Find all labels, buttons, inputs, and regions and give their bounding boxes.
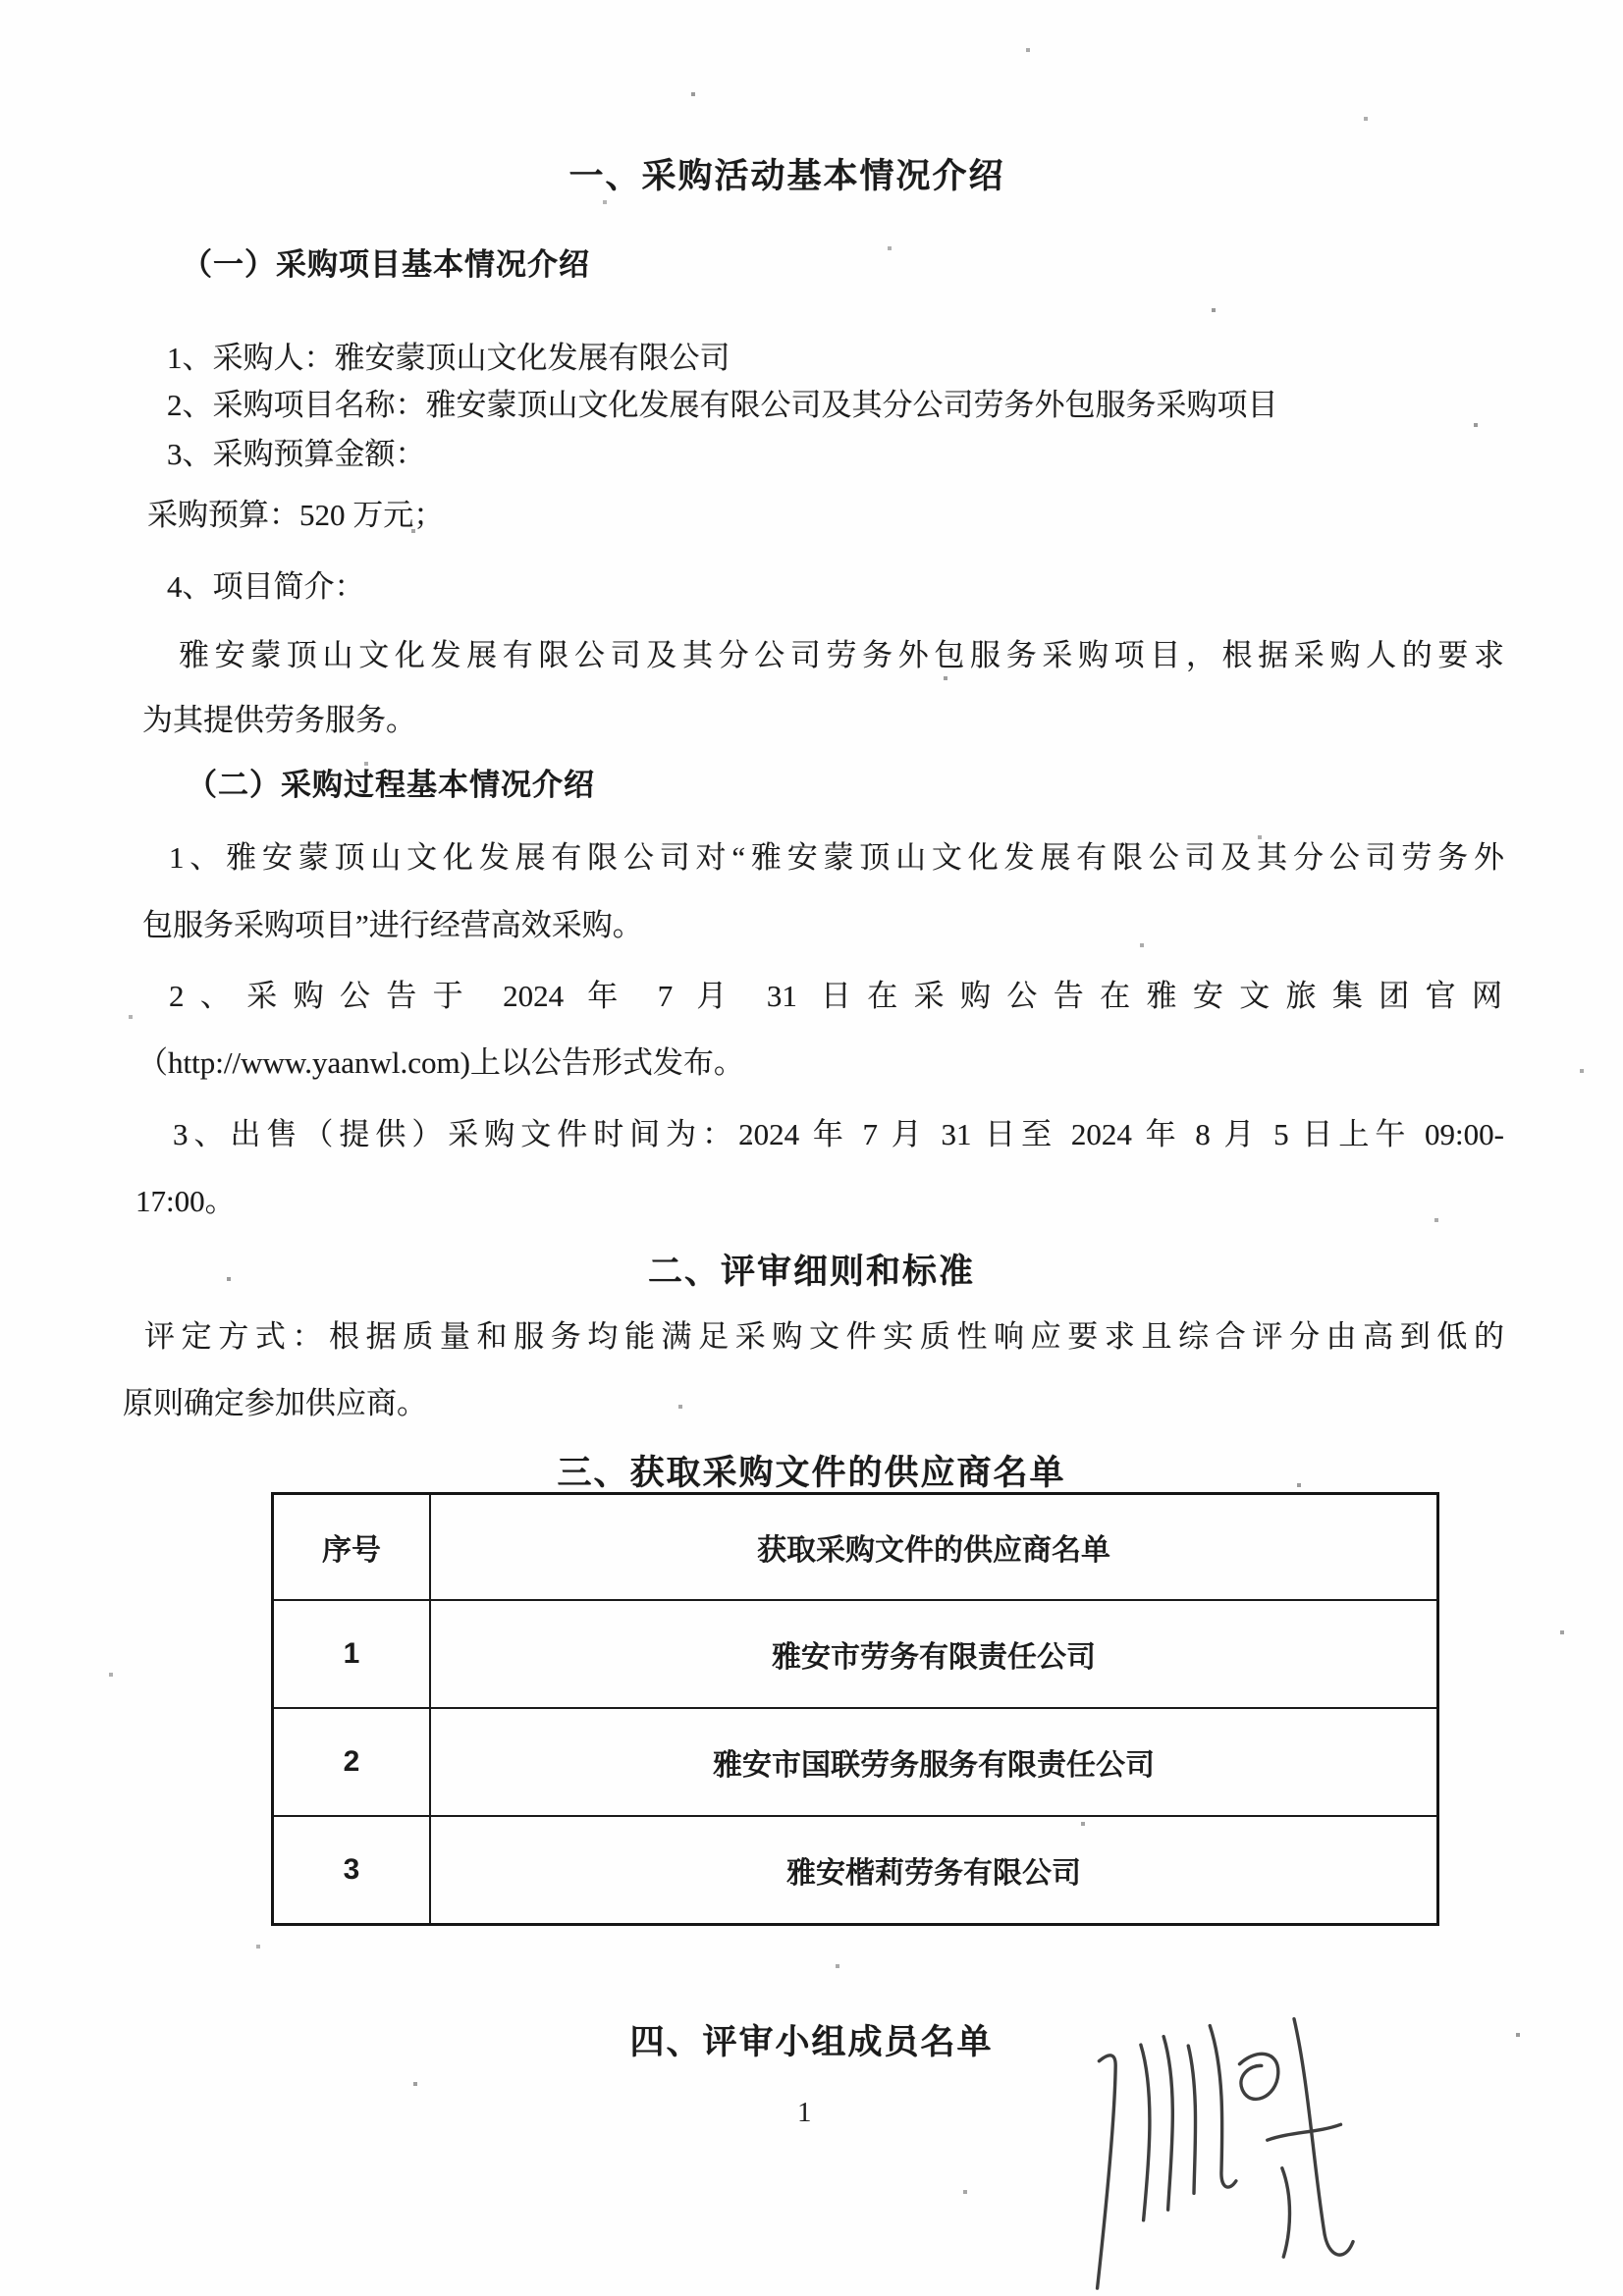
table-cell-supplier: 雅安市国联劳务服务有限责任公司: [430, 1708, 1438, 1816]
budget-value-line: 采购预算：520 万元；: [147, 498, 445, 532]
section3-heading: 三、获取采购文件的供应商名单: [557, 1454, 1066, 1492]
supplier-table: [271, 1492, 1439, 1926]
table-cell-supplier: 雅安楷莉劳务有限公司: [430, 1816, 1438, 1925]
section1-heading: 一、采购活动基本情况介绍: [568, 157, 1005, 195]
intro-paragraph-line1: 雅安蒙顶山文化发展有限公司及其分公司劳务外包服务采购项目，根据采购人的要求: [179, 638, 1504, 672]
section1-sub1-heading: （一）采购项目基本情况介绍: [182, 247, 590, 282]
table-row: [273, 1708, 1438, 1816]
process-item3-line2: 17:00。: [135, 1184, 236, 1218]
section4-heading: 四、评审小组成员名单: [629, 2023, 994, 2061]
intro-label-line: 4、项目简介：: [167, 569, 365, 604]
section1-sub2-heading: （二）采购过程基本情况介绍: [187, 768, 595, 802]
handwritten-signature-icon: [1060, 1983, 1384, 2296]
budget-label-line: 3、采购预算金额：: [167, 437, 426, 471]
process-item1-line1: 1、雅安蒙顶山文化发展有限公司对“雅安蒙顶山文化发展有限公司及其分公司劳务外: [169, 840, 1504, 875]
table-cell-number: 3: [273, 1816, 431, 1925]
section2-heading: 二、评审细则和标准: [647, 1253, 975, 1291]
table-cell-supplier: 雅安市劳务有限责任公司: [430, 1600, 1438, 1708]
table-header-number: 序号: [273, 1494, 431, 1601]
process-item3-line1: 3、出售（提供）采购文件时间为：2024 年 7 月 31 日至 2024 年 8 月 5 日上午 09:00-: [173, 1117, 1504, 1151]
scan-noise-speckles: [0, 0, 2, 2]
project-name-line: 2、采购项目名称：雅安蒙顶山文化发展有限公司及其分公司劳务外包服务采购项目: [167, 388, 1278, 422]
page-number: 1: [797, 2097, 812, 2128]
evaluation-method-line1: 评定方式：根据质量和服务均能满足采购文件实质性响应要求且综合评分由高到低的: [144, 1319, 1504, 1354]
table-header-supplier: 获取采购文件的供应商名单: [430, 1494, 1438, 1601]
table-row: [273, 1600, 1438, 1708]
table-cell-number: 2: [273, 1708, 431, 1816]
table-row: [273, 1816, 1438, 1925]
process-item1-line2: 包服务采购项目”进行经营高效采购。: [142, 908, 643, 942]
process-item2-line2: （http://www.yaanwl.com)上以公告形式发布。: [137, 1045, 744, 1080]
evaluation-method-line2: 原则确定参加供应商。: [123, 1386, 427, 1420]
table-cell-number: 1: [273, 1600, 431, 1708]
intro-paragraph-line2: 为其提供劳务服务。: [142, 703, 416, 737]
buyer-line: 1、采购人：雅安蒙顶山文化发展有限公司: [167, 341, 730, 375]
process-item2-line1: 2、采购公告于 2024 年 7 月 31 日在采购公告在雅安文旅集团官网: [169, 979, 1502, 1013]
table-header-row: [273, 1494, 1438, 1601]
